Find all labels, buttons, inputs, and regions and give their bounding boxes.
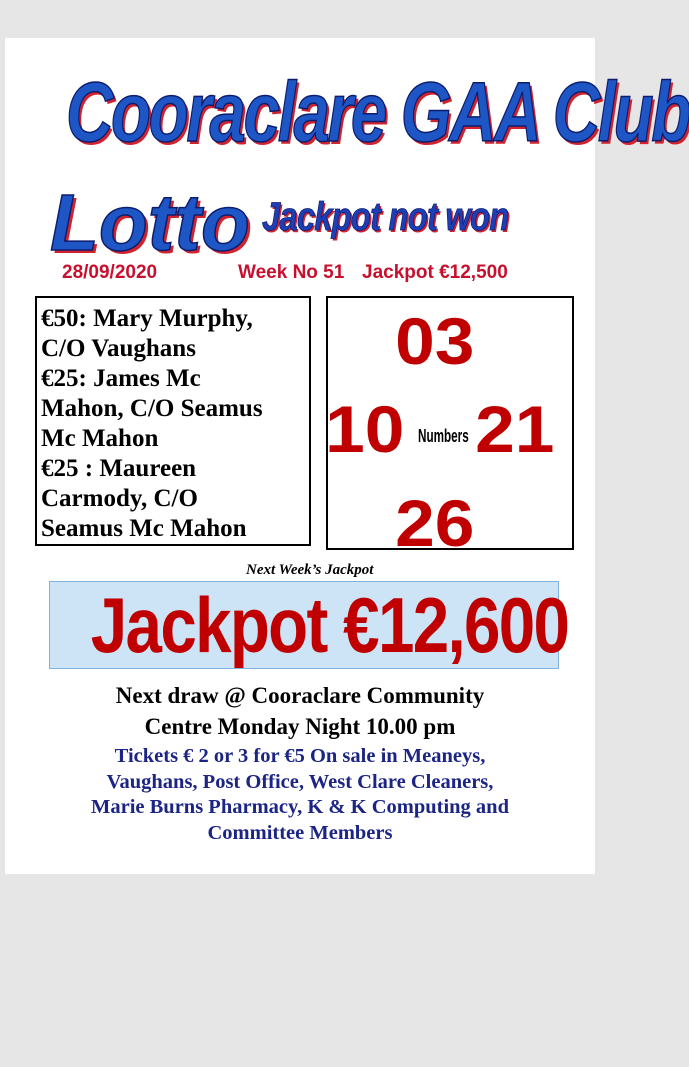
drawn-number: 21 [475,392,555,466]
winner-line: €25 : Maureen [41,455,197,482]
drawn-number: 10 [325,392,405,466]
tickets-line: Committee Members [207,821,393,844]
lotto-title: Lotto [50,178,250,267]
winner-line: €25: James Mc [41,365,201,392]
tickets-line: Marie Burns Pharmacy, K & K Computing and [91,796,509,818]
winner-line: Seamus Mc Mahon [41,515,247,542]
draw-info [0,680,600,742]
numbers-label: Numbers [418,426,469,446]
tickets-info [0,744,600,846]
current-jackpot: Jackpot €12,500 [362,262,508,283]
next-jackpot-amount: Jackpot €12,600 [90,581,569,669]
tickets-line: Tickets € 2 or 3 for €5 On sale in Meaneys, [114,745,486,767]
winner-line: Mahon, C/O Seamus [41,395,263,422]
club-title: Cooraclare GAA Club [66,65,689,159]
next-week-label: Next Week’s Jackpot [246,562,374,578]
draw-date: 28/09/2020 [62,262,158,283]
winner-line: €50: Mary Murphy, [41,305,253,332]
jackpot-status: Jackpot not won [262,195,509,239]
winners-box [35,296,311,546]
drawn-number: 26 [395,486,475,560]
numbers-box [325,296,574,560]
jackpot-banner [49,581,569,669]
draw-info-line: Next draw @ Cooraclare Community [115,683,485,708]
winner-line: Mc Mahon [41,425,159,452]
draw-info-line: Centre Monday Night 10.00 pm [144,714,456,739]
winner-line: Carmody, C/O [41,485,198,512]
tickets-line: Vaughans, Post Office, West Clare Cleaners, [106,770,494,793]
winner-line: C/O Vaughans [41,335,196,362]
week-number: Week No 51 [238,262,345,283]
drawn-number: 03 [395,304,475,378]
